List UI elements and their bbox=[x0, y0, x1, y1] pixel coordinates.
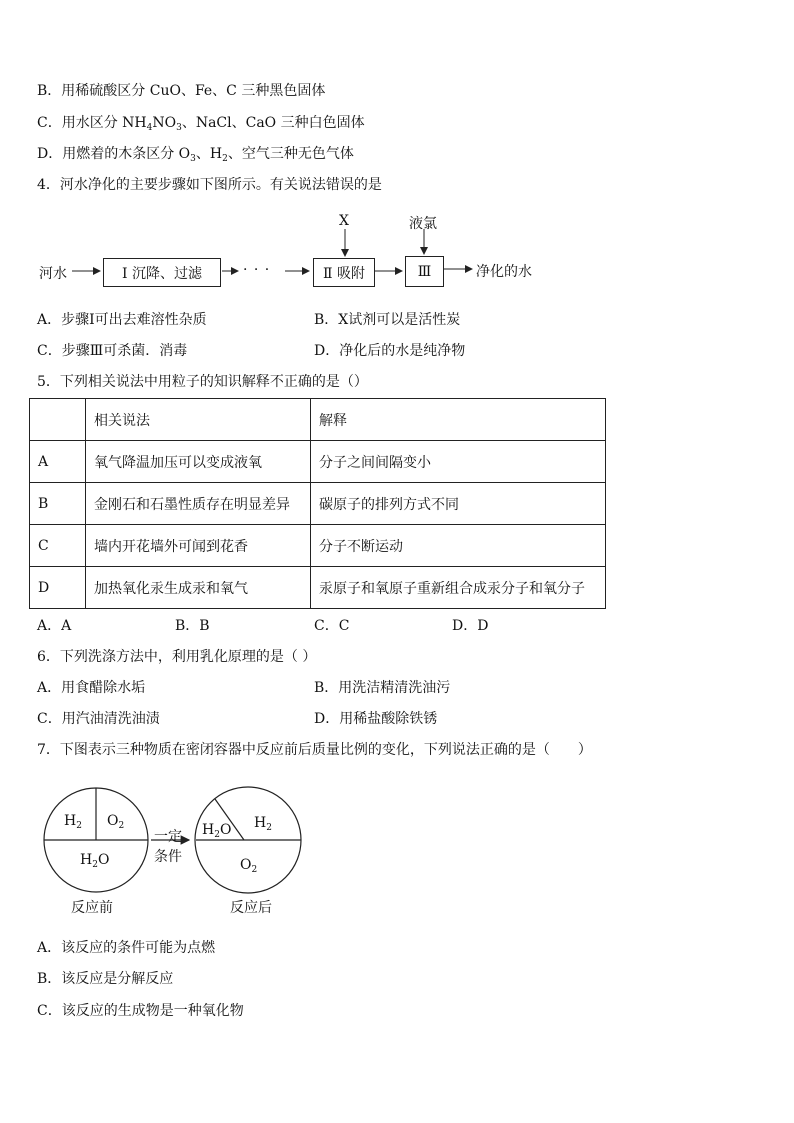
step1-box: Ⅰ 沉降、过滤 bbox=[103, 258, 221, 287]
q5-option-c: C．C bbox=[314, 618, 350, 634]
q6-option-a: A．用食醋除水垢 bbox=[37, 680, 146, 696]
q5-option-a: A．A bbox=[37, 618, 72, 634]
table-cell: B bbox=[30, 483, 86, 525]
river-water-label: 河水 bbox=[39, 266, 67, 282]
before-h2-label: $H_2$ bbox=[64, 813, 82, 831]
after-o2-label: $O_2$ bbox=[240, 857, 258, 875]
q6-option-d: D．用稀盐酸除铁锈 bbox=[314, 711, 438, 727]
liquid-chlorine-label: 液氯 bbox=[409, 216, 437, 232]
table-cell: 汞原子和氧原子重新组合成汞分子和氧分子 bbox=[311, 567, 606, 609]
before-h2o-label: $H_2O$ bbox=[80, 852, 110, 870]
table-header-cell: 解释 bbox=[311, 399, 606, 441]
q4-option-c: C．步骤Ⅲ可杀菌．消毒 bbox=[37, 343, 188, 359]
condition-top-label: 一定 bbox=[154, 829, 182, 845]
q7-option-b: B．该反应是分解反应 bbox=[37, 971, 174, 987]
after-h2-label: $H_2$ bbox=[254, 815, 272, 833]
condition-bottom-label: 条件 bbox=[154, 849, 182, 865]
step3-box: Ⅲ bbox=[405, 256, 444, 287]
q7-option-a: A．该反应的条件可能为点燃 bbox=[37, 940, 216, 956]
q5-option-b: B．B bbox=[175, 618, 210, 634]
before-o2-label: $O_2$ bbox=[107, 813, 125, 831]
table-header-cell: 相关说法 bbox=[86, 399, 311, 441]
table-cell: 加热氧化汞生成汞和氧气 bbox=[86, 567, 311, 609]
table-cell: D bbox=[30, 567, 86, 609]
after-h2o-label: $H_2O$ bbox=[202, 822, 232, 840]
table-cell: 分子不断运动 bbox=[311, 525, 606, 567]
q6-option-c: C．用汽油清洗油渍 bbox=[37, 711, 160, 727]
table-cell: 氧气降温加压可以变成液氧 bbox=[86, 441, 311, 483]
q5-stem: 5．下列相关说法中用粒子的知识解释不正确的是（） bbox=[37, 374, 368, 390]
table-cell: 墙内开花墙外可闻到花香 bbox=[86, 525, 311, 567]
purified-water-label: 净化的水 bbox=[476, 264, 532, 280]
q7-option-c: C．该反应的生成物是一种氧化物 bbox=[37, 1003, 244, 1019]
q3-option-b: B．用稀硫酸区分 CuO、Fe、C 三种黑色固体 bbox=[37, 83, 326, 99]
before-caption: 反应前 bbox=[71, 900, 113, 916]
after-caption: 反应后 bbox=[230, 900, 272, 916]
q4-stem: 4．河水净化的主要步骤如下图所示。有关说法错误的是 bbox=[37, 177, 382, 193]
table-cell: 碳原子的排列方式不同 bbox=[311, 483, 606, 525]
q4-option-b: B．X试剂可以是活性炭 bbox=[314, 312, 461, 328]
table-cell: A bbox=[30, 441, 86, 483]
q6-option-b: B．用洗洁精清洗油污 bbox=[314, 680, 451, 696]
table-cell: 分子之间间隔变小 bbox=[311, 441, 606, 483]
q4-option-a: A．步骤Ⅰ可出去难溶性杂质 bbox=[37, 312, 207, 328]
q5-option-d: D．D bbox=[452, 618, 489, 634]
reagent-x-label: X bbox=[339, 213, 349, 229]
table-cell: 金刚石和石墨性质存在明显差异 bbox=[86, 483, 311, 525]
q4-option-d: D．净化后的水是纯净物 bbox=[314, 343, 466, 359]
q7-stem: 7．下图表示三种物质在密闭容器中反应前后质量比例的变化，下列说法正确的是（ ） bbox=[37, 742, 592, 758]
q3-option-c: C．用水区分 $NH_4NO_3$、NaCl、CaO 三种白色固体 bbox=[37, 115, 365, 133]
table-cell: C bbox=[30, 525, 86, 567]
q3-option-d: D．用燃着的木条区分 $O_3$、$H_2$、空气三种无色气体 bbox=[37, 146, 354, 164]
step2-box: Ⅱ 吸附 bbox=[313, 258, 375, 287]
ellipsis-dots: · · · bbox=[243, 262, 271, 278]
q6-stem: 6．下列洗涤方法中，利用乳化原理的是（ ） bbox=[37, 649, 317, 665]
